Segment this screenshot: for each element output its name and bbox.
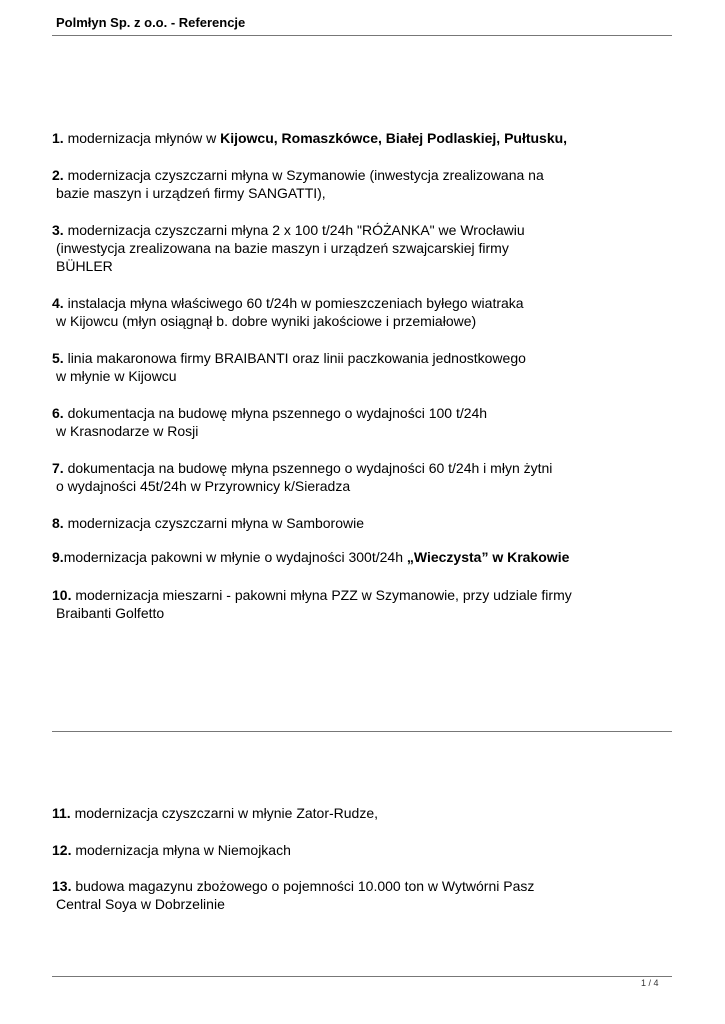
item-number: 13. [52,878,72,894]
reference-item-2 [52,166,682,202]
reference-item-6 [52,404,682,440]
item-number: 7. [52,460,64,476]
item-continuation: Central Soya w Dobrzelinie [56,896,225,912]
item-text: modernizacja mieszarni - pakowni młyna PZZ w Szymanowie, przy udziale firmy [71,587,572,603]
reference-item-7 [52,459,682,495]
reference-item-3 [52,221,682,275]
item-number: 3. [52,222,64,238]
item-number: 8. [52,515,64,531]
item-text: modernizacja czyszczarni młyna 2 x 100 t/24h "RÓŻANKA" we Wrocławiu [63,222,525,238]
item-text: dokumentacja na budowę młyna pszennego o wydajności 100 t/24h [63,405,488,421]
item-number: 1. [52,130,64,146]
item-text: instalacja młyna właściwego 60 t/24h w pomieszczeniach byłego wiatraka [63,295,524,311]
item-number: 6. [52,405,64,421]
reference-item-12 [52,841,682,859]
item-number: 4. [52,295,64,311]
reference-item-9 [52,548,682,566]
item-continuation: BÜHLER [56,258,113,274]
item-bold-text: „Wieczysta” w Krakowie [406,549,570,565]
item-number: 5. [52,350,64,366]
item-number: 10. [52,587,72,603]
item-continuation: w młynie w Kijowcu [56,368,177,384]
footer-divider [52,976,672,977]
item-continuation: bazie maszyn i urządzeń firmy SANGATTI), [56,185,326,201]
item-text: budowa magazynu zbożowego o pojemności 10.000 ton w Wytwórni Pasz [71,878,535,894]
item-text: modernizacja czyszczarni młyna w Samborowie [63,515,365,531]
item-text: modernizacja pakowni w młynie o wydajności 300t/24h [63,549,407,565]
item-continuation: Braibanti Golfetto [56,605,165,621]
item-number: 12. [52,842,72,858]
header-divider [52,35,672,36]
item-text: modernizacja młynów w [63,130,221,146]
item-text: modernizacja czyszczarni w młynie Zator-Rudze, [70,805,379,821]
item-bold-text: Kijowcu, Romaszkówce, Białej Podlaskiej, Pułtusku, [220,130,568,146]
item-continuation: o wydajności 45t/24h w Przyrownicy k/Sieradza [56,478,351,494]
item-number: 9. [52,549,64,565]
reference-item-11 [52,804,682,822]
item-continuation: w Kijowcu (młyn osiągnął b. dobre wyniki jakościowe i przemiałowe) [56,313,477,329]
reference-item-1 [52,129,682,147]
item-number: 2. [52,167,64,183]
section-divider [52,731,672,732]
item-continuation: (inwestycja zrealizowana na bazie maszyn i urządzeń szwajcarskiej firmy [56,240,509,256]
item-text: linia makaronowa firmy BRAIBANTI oraz linii paczkowania jednostkowego [63,350,526,366]
item-text: modernizacja młyna w Niemojkach [71,842,291,858]
reference-item-13 [52,877,682,913]
item-continuation: w Krasnodarze w Rosji [56,423,199,439]
reference-item-4 [52,294,682,330]
reference-item-8 [52,514,682,532]
reference-item-5 [52,349,682,385]
item-text: dokumentacja na budowę młyna pszennego o wydajności 60 t/24h i młyn żytni [63,460,553,476]
item-text: modernizacja czyszczarni młyna w Szymanowie (inwestycja zrealizowana na [63,167,544,183]
reference-item-10 [52,586,682,622]
item-number: 11. [52,805,71,821]
page-number: 1 / 4 [641,978,659,988]
page-header-title: Polmłyn Sp. z o.o. - Referencje [56,15,246,30]
